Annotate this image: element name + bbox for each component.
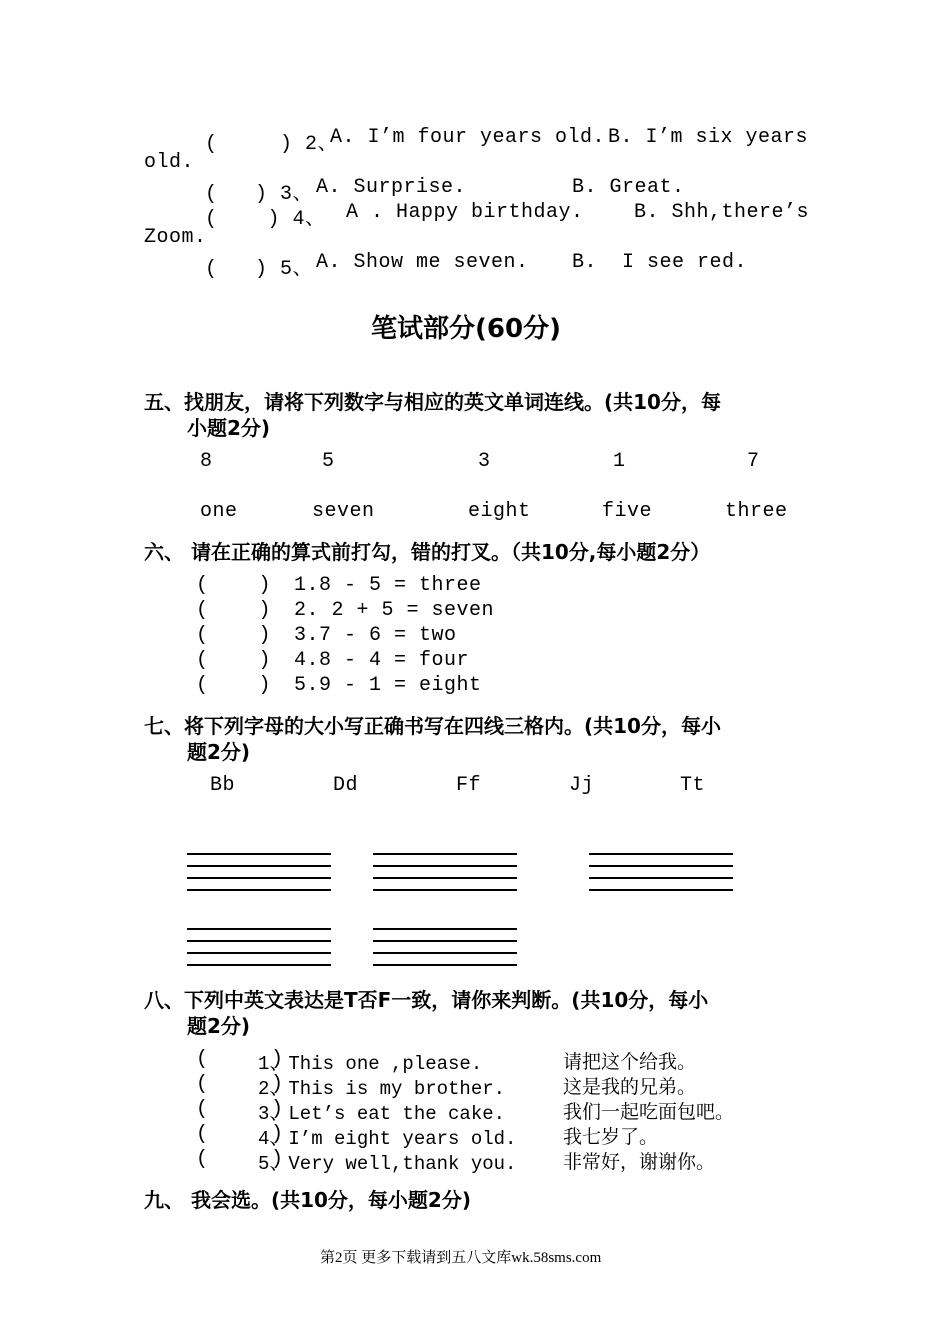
section8-item-paren: ( ) (196, 1123, 284, 1146)
section6-item-expr: 4.8 - 4 = four (294, 649, 470, 672)
written-section-title: 笔试部分(60分) (371, 314, 561, 344)
section6-item-expr: 2. 2 + 5 = seven (294, 599, 495, 622)
section8-item-chinese: 非常好，谢谢你。 (563, 1151, 716, 1173)
listening-q2-paren: ( ) 2、 (205, 133, 339, 156)
listening-q4-option-b: B. Shh,there’s (634, 201, 810, 224)
section8-heading-line2: 题2分) (187, 1014, 251, 1038)
section8-item-chinese: 我们一起吃面包吧。 (563, 1101, 735, 1123)
section6-item-paren: ( ) (196, 599, 272, 622)
section8-item-english: 5、Very well,thank you. (258, 1153, 517, 1175)
section9-heading: 九、 我会选。(共10分，每小题2分) (144, 1188, 471, 1212)
listening-q5-option-a: A. Show me seven. (316, 251, 529, 274)
section8-item-paren: ( ) (196, 1073, 284, 1096)
section6-item-paren: ( ) (196, 649, 272, 672)
section7-letter-pair: Dd (333, 774, 359, 797)
section5-number: 8 (200, 450, 213, 473)
listening-q3-paren: ( ) 3、 (205, 183, 314, 206)
section5-word: one (200, 500, 238, 523)
section5-number: 1 (613, 450, 626, 473)
listening-q5-paren: ( ) 5、 (205, 258, 314, 281)
listening-q2-wrap: old. (144, 151, 195, 174)
section5-heading-line1: 五、找朋友，请将下列数字与相应的英文单词连线。(共10分，每 (144, 390, 721, 414)
section8-item-paren: ( ) (196, 1148, 284, 1171)
section5-number: 7 (747, 450, 760, 473)
section5-number: 3 (478, 450, 491, 473)
listening-q2-option-b: B. I’m six years (608, 126, 809, 149)
section8-item-paren: ( ) (196, 1048, 284, 1071)
listening-q2-option-a: A. I’m four years old. (330, 126, 606, 149)
listening-q4-paren: ( ) 4、 (205, 208, 326, 231)
section8-item-english: 2、This is my brother. (258, 1078, 506, 1100)
section8-item-chinese: 我七岁了。 (563, 1126, 659, 1148)
section6-item-expr: 1.8 - 5 = three (294, 574, 482, 597)
section5-word: three (725, 500, 788, 523)
section8-item-chinese: 这是我的兄弟。 (563, 1076, 697, 1098)
listening-q3-option-b: B. Great. (572, 176, 685, 199)
listening-q5-option-b: B. I see red. (572, 251, 748, 274)
section8-item-english: 1、This one ,please. (258, 1053, 483, 1075)
section5-number: 5 (322, 450, 335, 473)
section8-item-paren: ( ) (196, 1098, 284, 1121)
listening-q4-wrap: Zoom. (144, 226, 207, 249)
section7-letter-pair: Tt (680, 774, 706, 797)
section8-item-english: 4、I’m eight years old. (258, 1128, 517, 1150)
section6-item-paren: ( ) (196, 624, 272, 647)
section6-item-paren: ( ) (196, 574, 272, 597)
section7-letter-pair: Bb (210, 774, 236, 797)
listening-q4-option-a: A . Happy birthday. (346, 201, 584, 224)
section6-item-paren: ( ) (196, 674, 272, 697)
section8-item-chinese: 请把这个给我。 (563, 1051, 697, 1073)
section8-heading-line1: 八、下列中英文表达是T否F一致，请你来判断。(共10分，每小 (144, 988, 709, 1012)
section7-letter-pair: Jj (569, 774, 595, 797)
section5-word: five (602, 500, 653, 523)
page-footer: 第2页 更多下载请到五八文库wk.58sms.com (320, 1250, 602, 1266)
section6-item-expr: 5.9 - 1 = eight (294, 674, 482, 697)
section7-letter-pair: Ff (456, 774, 482, 797)
listening-q3-option-a: A. Surprise. (316, 176, 467, 199)
section7-heading-line1: 七、将下列字母的大小写正确书写在四线三格内。(共10分，每小 (144, 714, 721, 738)
section7-heading-line2: 题2分) (187, 740, 251, 764)
section8-item-english: 3、Let’s eat the cake. (258, 1103, 506, 1125)
section5-word: eight (468, 500, 531, 523)
section5-heading-line2: 小题2分) (187, 416, 271, 440)
section6-item-expr: 3.7 - 6 = two (294, 624, 457, 647)
section6-heading: 六、 请在正确的算式前打勾，错的打叉。（共10分,每小题2分） (144, 540, 711, 564)
section5-word: seven (312, 500, 375, 523)
